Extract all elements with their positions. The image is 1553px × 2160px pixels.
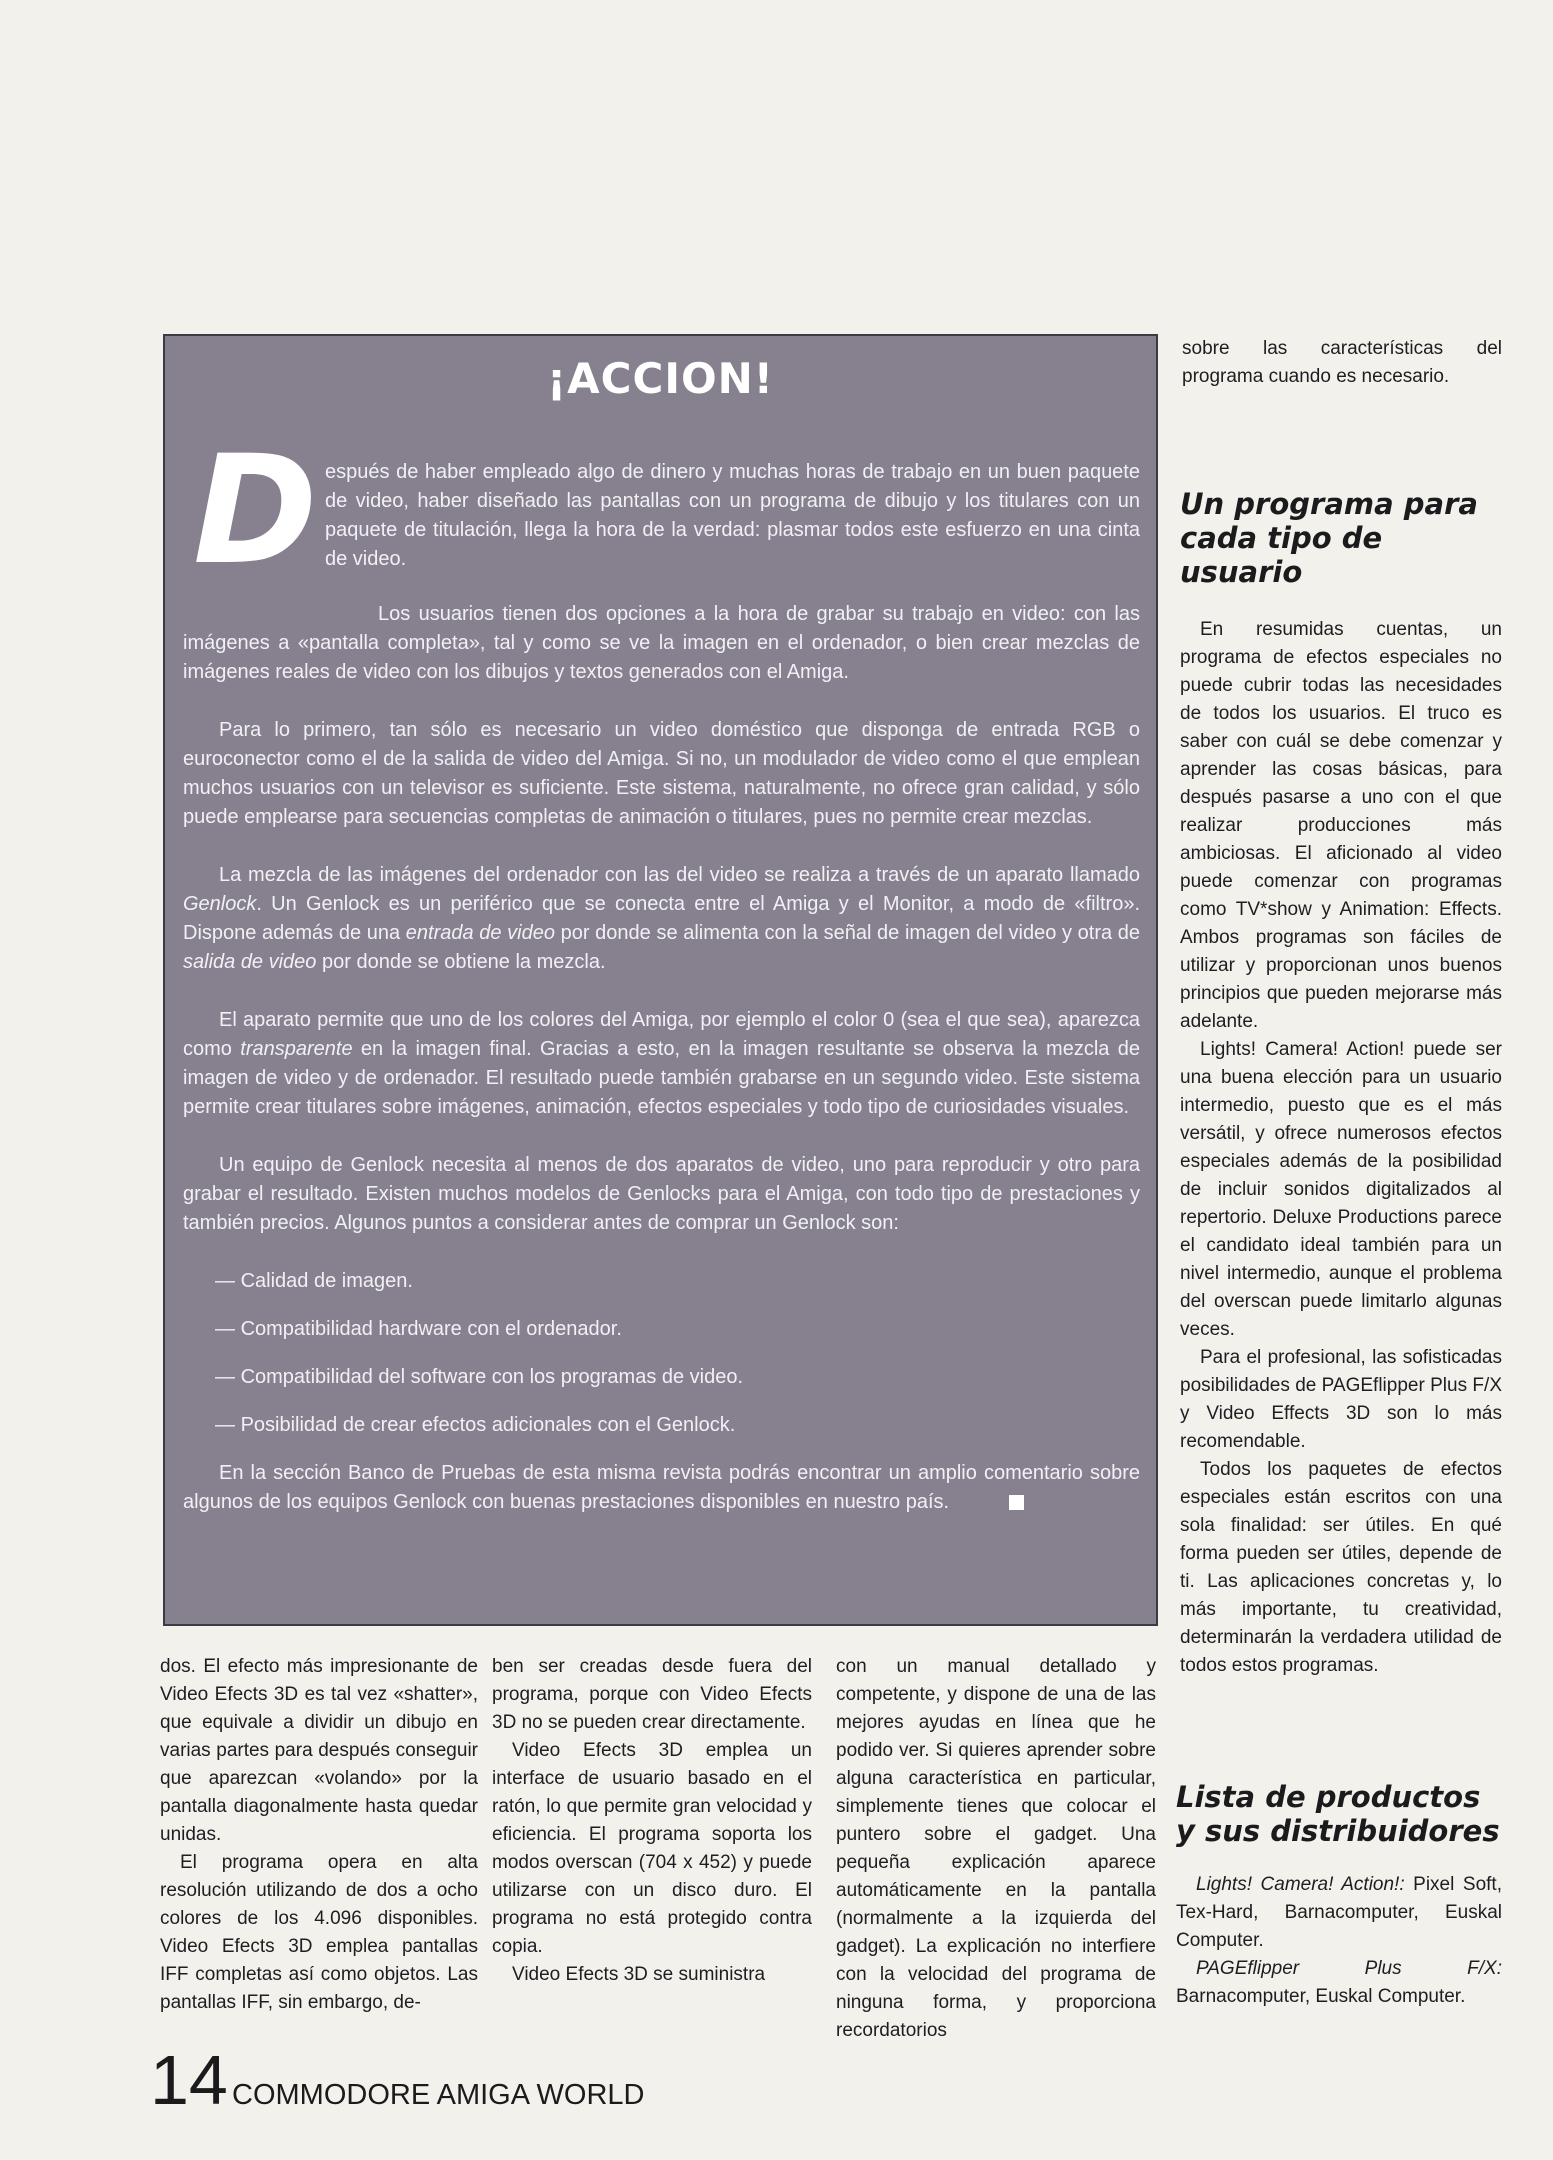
box-title: ¡ACCION! xyxy=(547,354,774,403)
magazine-name: COMMODORE AMIGA WORLD xyxy=(232,2079,645,2111)
col4-paragraph-3: Para el profesional, las sofisticadas posibilidades de PAGEflipper Plus F/X y Video Effects 3D son lo más recomendable. xyxy=(1180,1347,1502,1452)
drop-cap: D xyxy=(193,424,318,598)
column-4 xyxy=(1180,616,1502,1680)
distributor-entry: Lights! Camera! Action!: Pixel Soft, Tex-Hard, Barnacomputer, Euskal Computer. xyxy=(1176,1874,1502,1951)
section-heading-user-types: Un programa para cada tipo de usuario xyxy=(1180,487,1478,589)
box-paragraph-2: Para lo primero, tan sólo es necesario un video doméstico que disponga de entrada RGB o euroconector como el de la salida de video del Amiga. Si no, un modulador de video como el que emplean muchos usuarios con un televisor es suficiente. Este sistema, naturalmente, no ofrece gran calidad, y sólo puede emplearse para secuencias completas de animación o titulares, pues no permite crear mezclas. xyxy=(183,719,1140,828)
col3-paragraph-1: con un manual detallado y competente, y dispone de una de las mejores ayudas en línea que he podido ver. Si quieres aprender sobre alguna característica en particular, simplemente tienes que colocar el puntero sobre el gadget. Una pequeña explicación aparece automáticamente en la pantalla (normalmente a la izquierda del gadget). La explicación no interfiere con la velocidad del programa de ninguna forma, y proporciona recordatorios xyxy=(836,1656,1156,2041)
list-item: — Compatibilidad hardware con el ordenador. xyxy=(215,1315,1140,1344)
distributors-list xyxy=(1176,1871,1502,2011)
sidebar-box xyxy=(163,334,1158,1626)
distributor-entry: PAGEflipper Plus F/X: Barnacomputer, Euskal Computer. xyxy=(1176,1958,1502,2007)
col4-paragraph-2: Lights! Camera! Action! puede ser una buena elección para un usuario intermedio, puesto que es el más versátil, y ofrece numerosos efectos especiales además de la posibilidad de incluir sonidos digitalizados al repertorio. Deluxe Productions parece el candidato ideal también para un nivel intermedio, aunque el problema del overscan puede limitarlo algunas veces. xyxy=(1180,1039,1502,1340)
column-1 xyxy=(160,1653,478,2017)
col4-top-paragraph: sobre las características del programa cuando es necesario. xyxy=(1182,338,1502,387)
col2-paragraph-3: Video Efects 3D se suministra xyxy=(512,1964,766,1985)
col1-paragraph-1: dos. El efecto más impresionante de Video Efects 3D es tal vez «shatter», que equivale a dividir un dibujo en varias partes para después conseguir que aparezcan «volando» por la pantalla diagonalmente hasta quedar unidas. xyxy=(160,1656,478,1845)
box-paragraph-4: El aparato permite que uno de los colores del Amiga, por ejemplo el color 0 (sea el que sea), aparezca como transparente en la imagen final. Gracias a esto, en la imagen resultante se observa la mezcla de imagen de video y de ordenador. El resultado puede también grabarse en un segundo video. Este sistema permite crear titulares sobre imágenes, animación, efectos especiales y todo tipo de curiosidades visuales. xyxy=(183,1009,1140,1118)
end-mark-icon xyxy=(1009,1495,1024,1510)
box-intro: espués de haber empleado algo de dinero y muchas horas de trabajo en un buen paquete de video, haber diseñado las pantallas con un programa de dibujo y los titulares con un paquete de titulación, llega la hora de la verdad: plasmar todos este esfuerzo en una cinta de video. xyxy=(325,461,1140,570)
genlock-checklist xyxy=(183,1267,1140,1440)
box-paragraph-1: Los usuarios tienen dos opciones a la hora de grabar su trabajo en video: con las imágenes a «pantalla completa», tal y como se ve la imagen en el ordenador, o bien crear mezclas de imágenes reales de video con los dibujos y textos generados con el Amiga. xyxy=(183,603,1140,683)
box-body xyxy=(183,600,1140,1546)
section-heading-distributors: Lista de productos y sus distribuidores xyxy=(1176,1780,1500,1848)
list-item: — Calidad de imagen. xyxy=(215,1267,1140,1296)
col1-paragraph-2: El programa opera en alta resolución utilizando de dos a ocho colores de los 4.096 disponibles. Video Efects 3D emplea pantallas IFF completas así como objetos. Las pantallas IFF, sin embargo, de- xyxy=(160,1852,478,2013)
list-item: — Posibilidad de crear efectos adicionales con el Genlock. xyxy=(215,1411,1140,1440)
column-4-top xyxy=(1182,335,1502,391)
col2-paragraph-2: Video Efects 3D emplea un interface de usuario basado en el ratón, lo que permite gran velocidad y eficiencia. El programa soporta los modos overscan (704 x 452) y puede utilizarse con un disco duro. El programa no está protegido contra copia. xyxy=(492,1740,812,1957)
page-number: 14 xyxy=(150,2041,228,2119)
box-paragraph-3: La mezcla de las imágenes del ordenador con las del video se realiza a través de un aparato llamado Genlock. Un Genlock es un periférico que se conecta entre el Amiga y el Monitor, a modo de «filtro». Dispone además de una entrada de video por donde se alimenta con la señal de imagen del video y otra de salida de video por donde se obtiene la mezcla. xyxy=(183,864,1141,973)
list-item: — Compatibilidad del software con los programas de video. xyxy=(215,1363,1140,1392)
col4-paragraph-4: Todos los paquetes de efectos especiales están escritos con una sola finalidad: ser útiles. En qué forma pueden ser útiles, depende de ti. Las aplicaciones concretas y, lo más importante, tu creatividad, determinarán la verdadera utilidad de todos estos programas. xyxy=(1180,1459,1502,1676)
col4-paragraph-1: En resumidas cuentas, un programa de efectos especiales no puede cubrir todas las necesidades de todos los usuarios. El truco es saber con cuál se debe comenzar y aprender las cosas básicas, para después pasarse a uno con el que realizar producciones más ambiciosas. El aficionado al video puede comenzar con programas como TV*show y Animation: Effects. Ambos programas son fáciles de utilizar y proporcionan unos buenos principios que pueden mejorarse más adelante. xyxy=(1180,619,1502,1032)
column-2 xyxy=(492,1653,812,1989)
box-closing: En la sección Banco de Pruebas de esta misma revista podrás encontrar un amplio comentario sobre algunos de los equipos Genlock con buenas prestaciones disponibles en nuestro país. xyxy=(183,1462,1140,1513)
column-3 xyxy=(836,1653,1156,2045)
box-paragraph-5: Un equipo de Genlock necesita al menos de dos aparatos de video, uno para reproducir y otro para grabar el resultado. Existen muchos modelos de Genlocks para el Amiga, con todo tipo de prestaciones y también precios. Algunos puntos a considerar antes de comprar un Genlock son: xyxy=(183,1154,1140,1234)
col2-paragraph-1: ben ser creadas desde fuera del programa, porque con Video Efects 3D no se pueden crear directamente. xyxy=(492,1656,812,1733)
